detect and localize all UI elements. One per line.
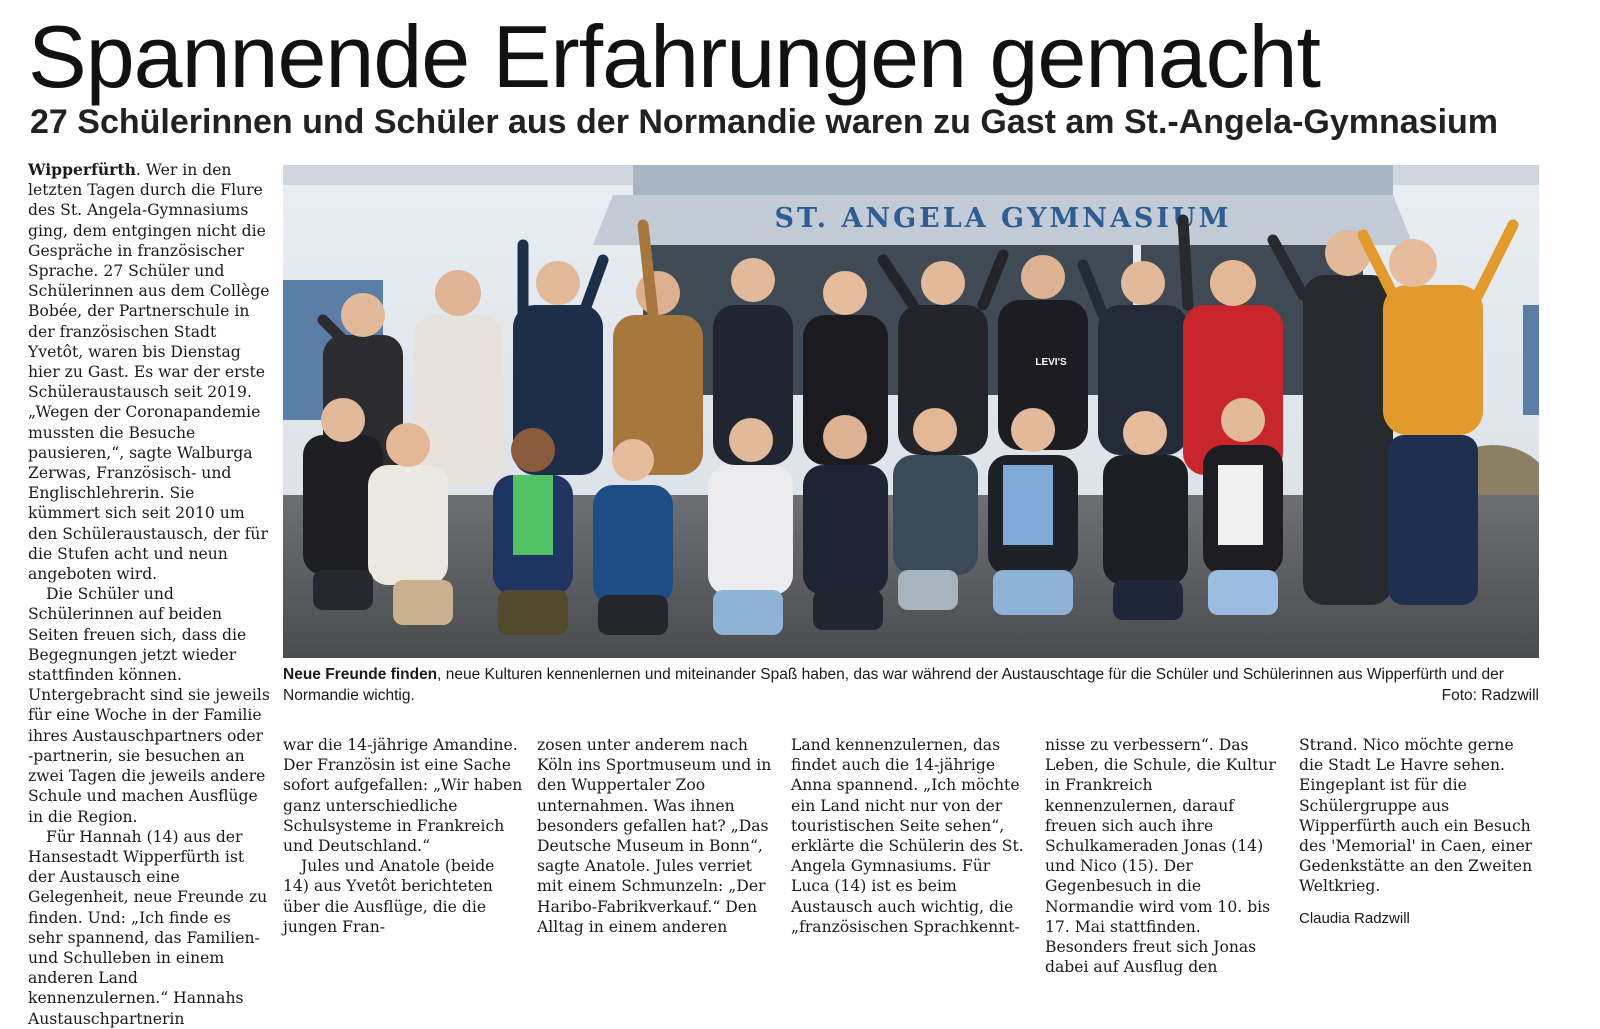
photo-credit: Foto: Radzwill [1441, 687, 1539, 704]
paragraph: Land kennenzulernen, das findet auch die 14-jährige Anna spannend. „Ich möchte ein Land nicht nur von der touristischen Seite sehen“, erklärte die Schülerin des St. Angela Gymnasiums. Für Luca (14) ist es beim Austausch auch wichtig, die „französischen Sprachkennt- [791, 736, 1024, 936]
paragraph: Jules und Anatole (beide 14) aus Yvetôt berichteten über die Ausflüge, die die jungen Fran- [283, 857, 495, 936]
group-photo [283, 165, 1539, 658]
author-byline: Claudia Radzwill [1299, 909, 1410, 927]
article-column-6 [1299, 735, 1539, 929]
upper-glass [633, 165, 1393, 195]
paragraph-1-text: . Wer in den letzten Tagen durch die Flure des St. Angela-Gymnasiums ging, dem entgingen nicht die Gespräche in französischer Sprache. 27 Schüler und Schülerinnen aus dem Collège Bobée, der Partnerschule in der französischen Stadt Yvetôt, waren bis Dienstag hier zu Gast. Es war der erste Schüleraustausch seit 2019. „Wegen der Coronapandemie mussten die Besuche pausieren,“, sagte Walburga Zerwas, Französisch- und Englischlehrerin. Sie kümmert sich seit 2010 um den Schüleraustausch, der für die Stufen acht und neun angeboten wird. [28, 161, 270, 584]
window-right [1523, 305, 1539, 415]
article-subheadline: 27 Schülerinnen und Schüler aus der Normandie waren zu Gast am St.-Angela-Gymnasium [30, 103, 1499, 141]
article-column-3 [537, 735, 777, 937]
group-photo-illustration [283, 165, 1539, 658]
paragraph-2: Die Schüler und Schülerinnen auf beiden Seiten freuen sich, dass die Begegnungen jetzt wieder stattfinden können. Untergebracht sind sie jeweils für eine Woche in der Familie ihres Austauschpartners oder -partnerin, sie besuchen an zwei Tagen die jeweils andere Schule und machen Ausflüge in die Region. [28, 585, 270, 826]
paragraph-3: Für Hannah (14) aus der Hansestadt Wipperfürth ist der Austausch eine Gelegenheit, neue Freunde zu finden. Und: „Ich finde es sehr spannend, das Familien- und Schulleben in einem anderen Land kennenzulernen.“ Hannahs Austauschpartnerin [28, 827, 268, 1028]
caption-lead: Neue Freunde finden [283, 666, 438, 683]
caption-text: , neue Kulturen kennenlernen und miteinander Spaß haben, das war während der Austauschtage für die Schüler und Schülerinnen aus Wipperfürth und der Normandie wichtig. [283, 666, 1504, 704]
article-column-5 [1045, 735, 1285, 977]
paragraph: Strand. Nico möchte gerne die Stadt Le Havre sehen. Eingeplant ist für die Schülergruppe aus Wipperfürth auch ein Besuch des 'Memorial' in Caen, einer Gedenkstätte an den Zweiten Weltkrieg. [1299, 736, 1533, 896]
dateline: Wipperfürth [28, 160, 136, 179]
paragraph: war die 14-jährige Amandine. Der Französin ist eine Sache sofort aufgefallen: „Wir haben ganz unterschiedliche Schulsysteme in Frankreich und Deutschland.“ [283, 736, 523, 856]
paragraph: nisse zu verbessern“. Das Leben, die Schule, die Kultur in Frankreich kennenzulernen, darauf freuen sich auch ihre Schulkameraden Jonas (14) und Nico (15). Der Gegenbesuch in die Normandie wird vom 10. bis 17. Mai stattfinden. Besonders freut sich Jonas dabei auf Ausflug den [1045, 736, 1276, 977]
article-column-2 [283, 735, 523, 937]
photo-caption [283, 664, 1539, 706]
article-column-4 [791, 735, 1031, 937]
article-headline: Spannende Erfahrungen gemacht [28, 7, 1320, 106]
shirt-logo: LEVI'S [1035, 357, 1067, 368]
paragraph-1 [28, 160, 270, 584]
building-sign: ST. ANGELA GYMNASIUM [774, 203, 1232, 234]
article-column-1 [28, 160, 270, 1029]
paragraph: zosen unter anderem nach Köln ins Sportmuseum und in den Wuppertaler Zoo unternahmen. Was ihnen besonders gefallen hat? „Das Deutsche Museum in Bonn“, sagte Anatole. Jules verriet mit einem Schmunzeln: „Der Haribo-Fabrikverkauf.“ Den Alltag in einem anderen [537, 736, 772, 936]
